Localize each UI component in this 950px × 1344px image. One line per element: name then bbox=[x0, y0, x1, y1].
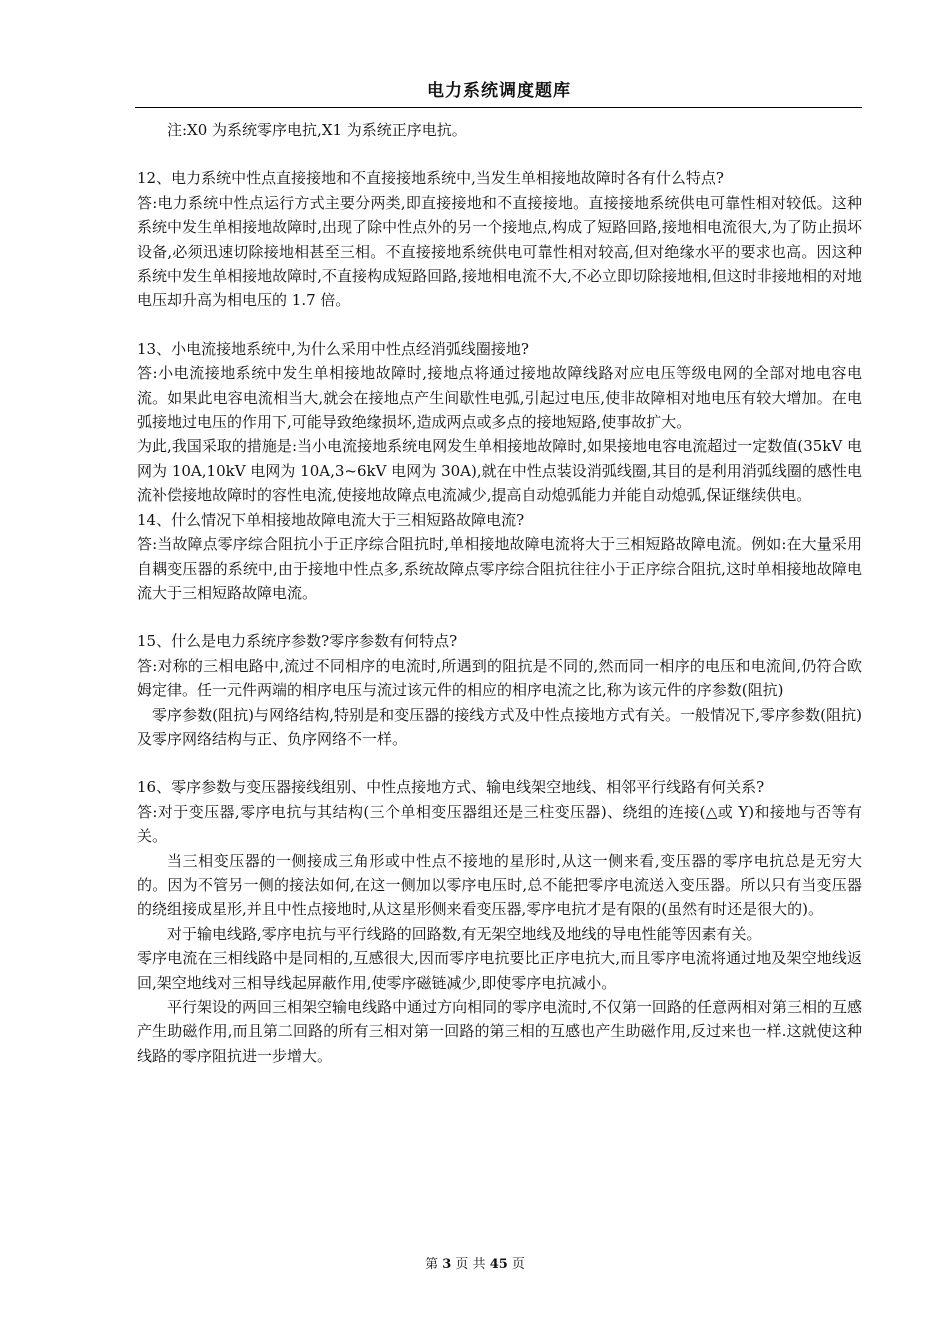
page-header-title: 电力系统调度题库 bbox=[427, 81, 571, 101]
question-12: 12、电力系统中性点直接接地和不直接接地系统中,当发生单相接地故障时各有什么特点? bbox=[137, 169, 724, 188]
footer-page-number: 3 bbox=[442, 1257, 452, 1272]
answer-16-para-3: 对于输电线路,零序电抗与平行线路的回路数,有无架空地线及地线的导电性能等因素有关。 bbox=[167, 924, 762, 943]
spacer bbox=[137, 142, 862, 166]
question-15: 15、什么是电力系统序参数?零序参数有何特点? bbox=[137, 632, 458, 651]
answer-16-para-5: 平行架设的两回三相架空输电线路中通过方向相同的零序电流时,不仅第一回路的任意两相对第三相的互感产生助磁作用,而且第二回路的所有三相对第一回路的第三相的互感也产生助磁作用,反过来也一样.这就使这种线路的零序阻抗进一步增大。 bbox=[137, 998, 862, 1065]
answer-14: 答:当故障点零序综合阻抗小于正序综合阻抗时,单相接地故障电流将大于三相短路故障电流。例如:在大量采用自耦变压器的系统中,由于接地中性点多,系统故障点零序综合阻抗往往小于正序综合阻抗,这时单相接地故障电流大于三相短路故障电流。 bbox=[137, 535, 862, 602]
answer-16: 答:对于变压器,零序电抗与其结构(三个单相变压器组还是三柱变压器)、绕组的连接(△或 Y)和接地与否等有关。 bbox=[137, 802, 862, 846]
answer-16-para-4: 零序电流在三相线路中是同相的,互感很大,因而零序电抗要比正序电抗大,而且零序电流将通过地及架空地线返回,架空地线对三相导线起屏蔽作用,使零序磁链减少,即使零序电抗减小。 bbox=[137, 949, 862, 992]
spacer bbox=[137, 751, 862, 775]
answer-16-para-2: 当三相变压器的一侧接成三角形或中性点不接地的星形时,从这一侧来看,变压器的零序电抗总是无穷大的。因为不管另一侧的接法如何,在这一侧加以零序电压时,总不能把零序电流送入变压器。所以只有当变压器的绕组接成星形,并且中性点接地时,从这星形侧来看变压器,零序电抗才是有限的(虽然有时还是很大的)。 bbox=[137, 851, 862, 919]
question-14: 14、什么情况下单相接地故障电流大于三相短路故障电流? bbox=[137, 510, 525, 529]
footer-prefix: 第 bbox=[425, 1257, 439, 1272]
spacer bbox=[137, 313, 862, 337]
answer-13: 答:小电流接地系统中发生单相接地故障时,接地点将通过接地故障线路对应电压等级电网的全部对地电容电流。如果此电容电流相当大,就会在接地点产生间歇性电弧,引起过电压,使非故障相对地电压有较大增加。在电弧接地过电压的作用下,可能导致绝缘损坏,造成两点或多点的接地短路,使事故扩大。 bbox=[137, 364, 862, 432]
page-footer bbox=[0, 1253, 950, 1272]
question-16: 16、零序参数与变压器接线组别、中性点接地方式、输电线架空地线、相邻平行线路有何关系? bbox=[137, 778, 765, 797]
answer-13-continued: 为此,我国采取的措施是:当小电流接地系统电网发生单相接地故障时,如果接地电容电流超过一定数值(35kV 电网为 10A,10kV 电网为 10A,3~6kV 电网为 30A),就在中性点装设消弧线圈,其目的是利用消弧线圈的感性电流补偿接地故障时的容性电流,使接地故障点电流减少,提高自动熄弧能力并能自动熄弧,保证继续供电。 bbox=[137, 437, 862, 505]
spacer bbox=[137, 605, 862, 629]
footer-suffix: 页 bbox=[511, 1257, 525, 1272]
document-body bbox=[137, 118, 862, 1068]
note-paragraph: 注:X0 为系统零序电抗,X1 为系统正序电抗。 bbox=[167, 121, 467, 139]
footer-total-pages: 45 bbox=[489, 1257, 508, 1272]
answer-15: 答:对称的三相电路中,流过不同相序的电流时,所遇到的阻抗是不同的,然而同一相序的电压和电流间,仍符合欧姆定律。任一元件两端的相序电压与流过该元件的相应的相序电流之比,称为该元件的序参数(阻抗) bbox=[137, 656, 862, 700]
answer-12: 答:电力系统中性点运行方式主要分两类,即直接接地和不直接接地。直接接地系统供电可靠性相对较低。这种系统中发生单相接地故障时,出现了除中性点外的另一个接地点,构成了短路回路,接地相电流很大,为了防止损坏设备,必须迅速切除接地相甚至三相。不直接接地系统供电可靠性相对较高,但对绝缘水平的要求也高。因这种系统中发生单相接地故障时,不直接构成短路回路,接地相电流不大,不必立即切除接地相,但这时非接地相的对地电压却升高为相电压的 1.7 倍。 bbox=[137, 193, 862, 310]
answer-15-continued: 零序参数(阻抗)与网络结构,特别是和变压器的接线方式及中性点接地方式有关。一般情况下,零序参数(阻抗)及零序网络结构与正、负序网络不一样。 bbox=[137, 705, 862, 748]
question-13: 13、小电流接地系统中,为什么采用中性点经消弧线圈接地? bbox=[137, 339, 529, 358]
header-divider bbox=[135, 107, 862, 108]
footer-middle: 页 共 bbox=[455, 1257, 486, 1272]
